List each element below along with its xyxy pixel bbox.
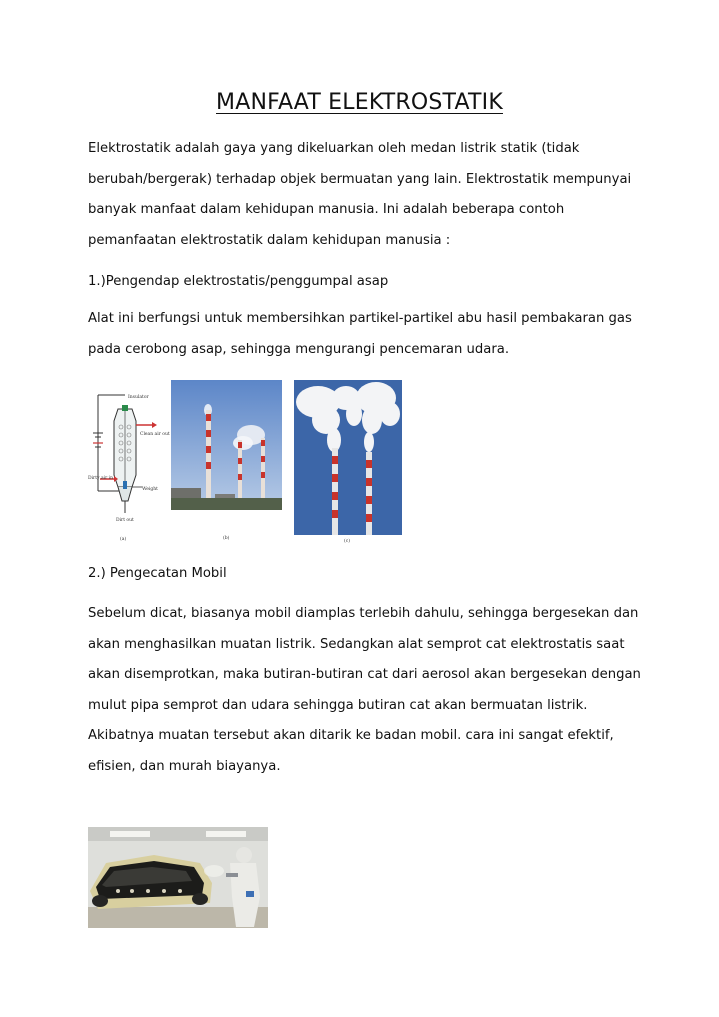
car-painting-photo [88,827,268,928]
label-dirt-out: Dirt out [116,518,134,523]
smokestacks-photo [171,380,282,543]
label-dirty-air: Dirty air in [88,476,114,481]
precipitator-diagram [88,383,170,543]
label-a: (a) [120,537,127,542]
section-1-heading: 1.)Pengendap elektrostatis/penggumpal asap [88,274,389,289]
label-weight: Weight [142,487,158,492]
section-2-heading: 2.) Pengecatan Mobil [88,566,227,581]
intro-paragraph: Elektrostatik adalah gaya yang dikeluarkan oleh medan listrik statik (tidak berubah/bergerak) terhadap objek bermuatan yang lain. Elektrostatik mempunyai banyak manfaat dalam kehidupan manusia. Ini adalah beberapa contoh pemanfaatan elektrostatik dalam kehidupan manusia : [88,141,632,248]
page-title [0,90,719,115]
label-clean-air: Clean air out [140,432,170,437]
label-insulator: Insulator [128,395,149,400]
section-1-body: Alat ini berfungsi untuk membersihkan partikel-partikel abu hasil pembakaran gas pada cerobong asap, sehingga mengurangi pencemaran udara. [88,311,632,357]
label-c: (c) [344,539,351,544]
title-text: MANFAAT ELEKTROSTATIK [216,90,503,115]
section-2-body: Sebelum dicat, biasanya mobil diamplas terlebih dahulu, sehingga bergesekan dan akan menghasilkan muatan listrik. Sedangkan alat semprot cat elektrostatis saat akan disemprotkan, maka butiran-butiran cat dari aerosol akan bergesekan dengan mulut pipa semprot dan udara sehingga butiran cat akan bermuatan listrik. Akibatnya muatan tersebut akan ditarik ke badan mobil. cara ini sangat efektif, efisien, dan murah biayanya. [88,606,641,774]
chimney-smoke-photo [294,380,402,543]
label-b: (b) [223,536,230,541]
